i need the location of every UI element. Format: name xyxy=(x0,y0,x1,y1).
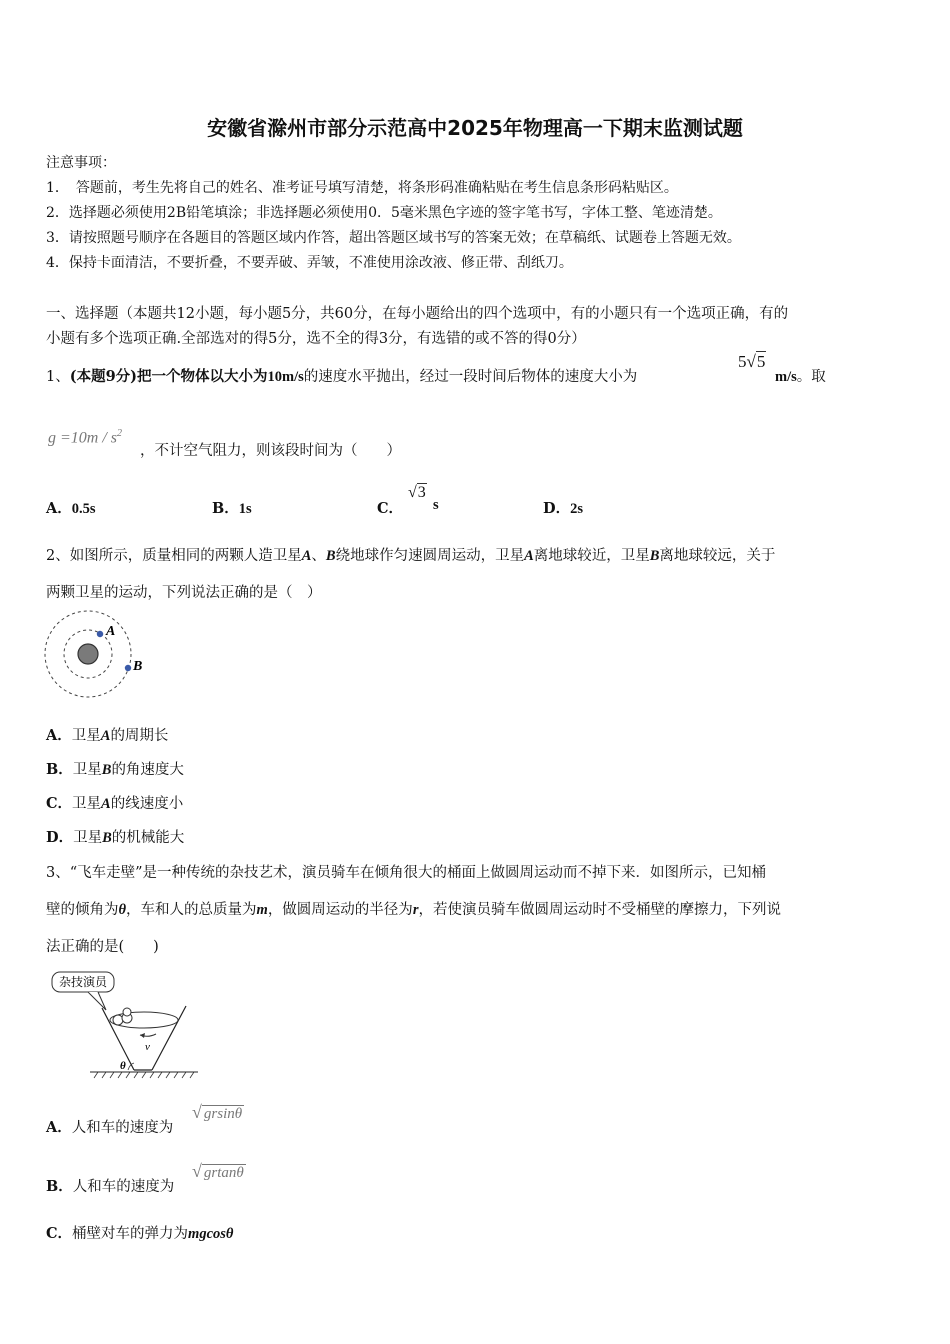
q1-g-exp: 2 xyxy=(117,428,123,439)
q3-option-b-expr xyxy=(192,1161,246,1182)
q2-option-d-pre: 卫星 xyxy=(73,830,103,846)
q2-option-a-label: A． xyxy=(46,727,72,744)
q3-text-a: 壁的倾角为 xyxy=(46,902,119,918)
q2-text-a: 2、如图所示，质量相同的两颗人造卫星 xyxy=(46,548,302,564)
q3-option-b-radicand: grtanθ xyxy=(203,1165,244,1181)
q1-option-c-text: s xyxy=(433,497,439,513)
q3-stem-line-3: 法正确的是( ) xyxy=(46,939,159,955)
q2-option-b-label: B． xyxy=(46,761,73,778)
sqrt-icon: √ xyxy=(192,1102,202,1122)
q1-stem-line-1 xyxy=(46,365,637,386)
q1-g-formula xyxy=(48,428,122,447)
q2-option-b-post: 的角速度大 xyxy=(111,762,184,778)
q2-option-b[interactable] xyxy=(46,758,184,779)
q3-bucket-figure xyxy=(48,968,198,1080)
fig-label-b: B xyxy=(133,659,143,674)
q1-speed-radicand: 5 xyxy=(756,352,766,371)
q2-option-c-var: A xyxy=(101,796,111,812)
q2-var-a-2: A xyxy=(524,548,534,564)
section-line-1: 一、选择题（本题共12小题，每小题5分，共60分，在每小题给出的四个选项中，有的小题只有一个选项正确，有的 xyxy=(46,306,789,322)
q2-option-c-label: C． xyxy=(46,795,73,812)
performer-label: 杂技演员 xyxy=(58,975,108,989)
q2-option-c-pre: 卫星 xyxy=(72,796,102,812)
q3-var-m: m xyxy=(256,902,268,918)
ground-hatch xyxy=(94,1072,194,1078)
notice-item-3: 3．请按照题号顺序在各题目的答题区域内作答，超出答题区域书写的答案无效；在草稿纸、试题卷上答题无效。 xyxy=(46,230,741,246)
q1-option-c[interactable] xyxy=(377,497,403,518)
sqrt-icon: √ xyxy=(408,484,417,501)
q1-stem-b: 的速度水平抛出，经过一段时间后物体的速度大小为 xyxy=(303,369,638,385)
velocity-label: v xyxy=(145,1041,150,1053)
q3-option-a-text: 人和车的速度为 xyxy=(71,1120,174,1136)
q2-option-a-var: A xyxy=(100,728,111,744)
q2-text-c: 离地球较近，卫星 xyxy=(533,548,650,564)
q2-stem-line-2: 两颗卫星的运动，下列说法正确的是（ ） xyxy=(46,585,322,601)
q1-speed-unit: m/s xyxy=(775,369,797,385)
fig-label-a: A xyxy=(106,624,116,639)
q2-text-d: 离地球较远，关于 xyxy=(659,548,776,564)
q3-option-a[interactable] xyxy=(46,1116,173,1137)
q1-v0: 10m/s xyxy=(267,369,304,385)
q3-var-r: r xyxy=(412,902,419,918)
sqrt-icon: √ xyxy=(192,1161,202,1181)
q3-option-a-radicand: grsinθ xyxy=(203,1106,243,1122)
satellite-a-icon xyxy=(97,631,103,637)
notice-item-4: 4．保持卡面清洁，不要折叠，不要弄破、弄皱，不准使用涂改液、修正带、刮纸刀。 xyxy=(46,255,573,271)
q3-option-b[interactable] xyxy=(46,1175,174,1196)
q1-stem-a: (本题9分)把一个物体以大小为 xyxy=(69,368,268,385)
q3-option-b-label: B． xyxy=(46,1178,73,1195)
q1-option-a[interactable] xyxy=(46,497,96,518)
q1-speed-coef: 5 xyxy=(738,352,747,371)
q2-orbit-figure xyxy=(40,608,150,700)
q2-text-b: 绕地球作匀速圆周运动，卫星 xyxy=(335,548,525,564)
q2-var-a: A xyxy=(301,548,312,564)
bucket-right-wall xyxy=(152,1006,186,1070)
q2-option-a[interactable] xyxy=(46,724,168,745)
q1-option-a-label: A． xyxy=(46,500,72,517)
sqrt-icon: √ xyxy=(746,352,756,371)
q1-option-b[interactable] xyxy=(212,497,252,518)
q2-var-b: B xyxy=(325,548,336,564)
page-title: 安徽省滁州市部分示范高中2025年物理高一下期末监测试题 xyxy=(207,116,743,140)
q2-option-a-pre: 卫星 xyxy=(71,728,101,744)
q1-speed-expr xyxy=(738,352,766,372)
notice-item-1: 1． 答题前，考生先将自己的姓名、准考证号填写清楚，将条形码准确粘贴在考生信息条形码粘贴区。 xyxy=(46,180,678,196)
q1-option-b-label: B． xyxy=(212,500,239,517)
satellite-b-icon xyxy=(125,665,131,671)
q1-number: 1、 xyxy=(46,369,70,385)
q1-option-c-label: C． xyxy=(377,500,404,517)
earth-icon xyxy=(78,644,98,664)
q1-option-c-radicand: 3 xyxy=(417,484,426,501)
rider-icon xyxy=(123,1008,131,1016)
bubble-pointer xyxy=(88,992,106,1010)
q3-stem-line-1: 3、“飞车走壁”是一种传统的杂技艺术，演员骑车在倾角很大的桶面上做圆周运动而不掉下来．如图所示，已知桶 xyxy=(46,865,767,881)
q3-option-c-label: C． xyxy=(46,1225,73,1242)
q1-option-d[interactable] xyxy=(543,497,583,518)
q2-var-b-2: B xyxy=(649,548,660,564)
q3-option-b-text: 人和车的速度为 xyxy=(72,1179,175,1195)
q1-stem-c: 。取 xyxy=(796,369,826,385)
q2-option-d-var: B xyxy=(102,830,112,846)
q2-option-b-var: B xyxy=(101,762,112,778)
notice-heading: 注意事项： xyxy=(46,155,116,171)
q2-option-d-label: D． xyxy=(46,829,74,846)
arrow-head-icon xyxy=(140,1033,145,1038)
q2-sep: 、 xyxy=(311,548,326,564)
section-line-2: 小题有多个选项正确.全部选对的得5分，选不全的得3分，有选错的或不答的得0分） xyxy=(46,331,586,347)
q3-stem-line-2 xyxy=(46,898,781,919)
wheel-icon xyxy=(113,1015,123,1025)
q2-option-d-post: 的机械能大 xyxy=(111,830,185,846)
q2-option-c-post: 的线速度小 xyxy=(110,796,184,812)
q1-g-text: g =10m / s xyxy=(48,429,118,447)
q1-option-d-text: 2s xyxy=(570,501,583,517)
q3-text-d: ，若使演员骑车做圆周运动时不受桶壁的摩擦力，下列说 xyxy=(418,902,781,918)
q1-stem-d: ，不计空气阻力，则该段时间为（ ） xyxy=(140,443,401,459)
angle-label: θ xyxy=(120,1060,126,1072)
q1-option-b-text: 1s xyxy=(238,501,252,517)
q3-option-a-expr xyxy=(192,1102,244,1123)
q3-option-a-label: A． xyxy=(46,1119,72,1136)
q3-option-c-expr: mgcosθ xyxy=(188,1226,234,1242)
q3-text-b: ，车和人的总质量为 xyxy=(126,902,257,918)
q2-option-b-pre: 卫星 xyxy=(72,762,102,778)
q2-option-a-post: 的周期长 xyxy=(110,728,169,744)
notice-item-2: 2．选择题必须使用2B铅笔填涂；非选择题必须使用0．5毫米黑色字迹的签字笔书写，字体工整、笔迹清楚。 xyxy=(46,205,722,221)
q1-option-d-label: D． xyxy=(543,500,571,517)
q2-option-c[interactable] xyxy=(46,792,183,813)
q2-option-d[interactable] xyxy=(46,826,184,847)
q3-var-theta: θ xyxy=(118,902,127,918)
q3-option-c-text: 桶壁对车的弹力为 xyxy=(72,1226,189,1242)
q2-stem-line-1 xyxy=(46,544,775,565)
q3-option-c[interactable] xyxy=(46,1222,233,1243)
q1-option-a-text: 0.5s xyxy=(71,501,96,517)
q1-speed-unit-line xyxy=(775,365,826,386)
q3-text-c: ，做圆周运动的半径为 xyxy=(267,902,413,918)
q1-option-c-expr xyxy=(408,484,427,502)
